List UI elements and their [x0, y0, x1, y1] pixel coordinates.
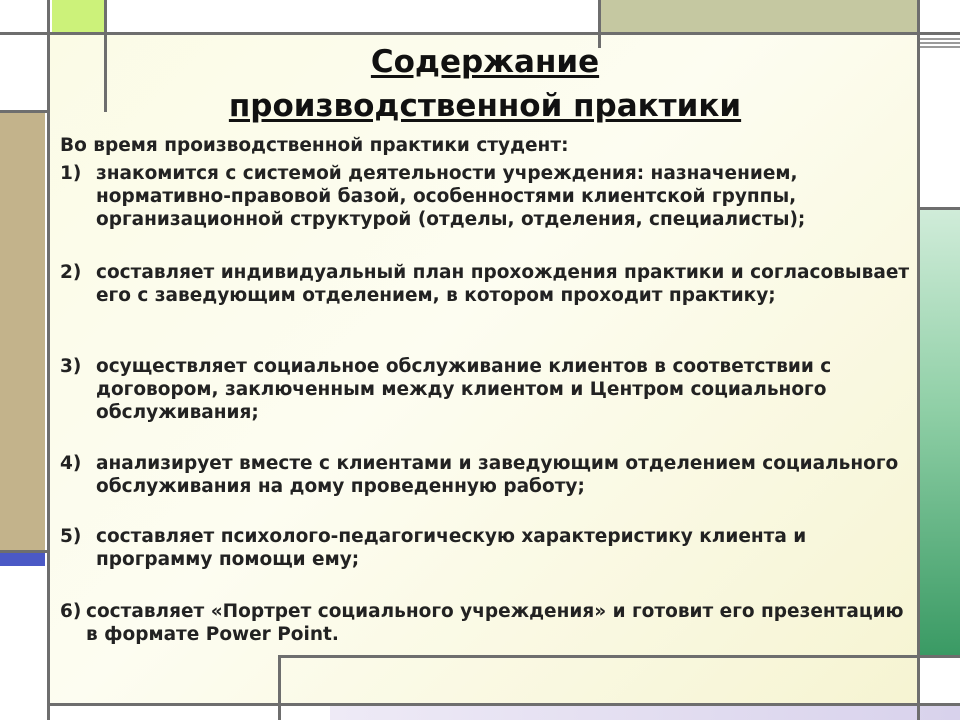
list-item — [60, 452, 912, 498]
right-side-stripes — [920, 38, 960, 50]
slide-title-line-1: Содержание — [370, 44, 600, 80]
list-item-text: составляет психолого-педагогическую характеристику клиента и программу помощи ему; — [96, 526, 807, 570]
list-item-text: анализирует вместе с клиентами и заведующим отделением социального обслуживания на дому проведенную работу; — [96, 453, 899, 497]
frame-line — [278, 655, 281, 720]
frame-line — [0, 550, 50, 553]
list-item-number: 1) — [60, 163, 82, 184]
list-item-text: составляет «Портрет социального учреждения» и готовит его презентацию в формате Power Point. — [86, 601, 904, 645]
list-item — [60, 162, 912, 231]
list-item-text: составляет индивидуальный план прохождения практики и согласовывает его с заведующим отделением, в котором проходит практику; — [96, 262, 910, 306]
list-item — [60, 355, 912, 424]
list-item-text: знакомится с системой деятельности учреждения: назначением, нормативно-правовой базой, особенностями клиентской группы, организационной структурой (отделы, отделения, специалисты); — [96, 163, 806, 230]
frame-line — [918, 207, 960, 210]
list-item — [60, 261, 912, 307]
list-item-number: 2) — [60, 262, 82, 283]
lavender-accent-block-bottom — [330, 706, 960, 720]
slide-title-line-2: производственной практики — [228, 88, 742, 124]
slide-title — [50, 40, 920, 128]
frame-line — [0, 32, 960, 35]
list-item — [60, 525, 912, 571]
frame-line — [0, 110, 50, 113]
list-item-text: осуществляет социальное обслуживание клиентов в соответствии с договором, заключенным между клиентом и Центром социального обслуживания; — [96, 356, 832, 423]
intro-text: Во время производственной практики студент: — [60, 135, 569, 156]
tan-accent-block-left — [0, 112, 45, 552]
blue-accent-block-left — [0, 552, 45, 566]
list-item — [60, 600, 912, 646]
list-item-number: 3) — [60, 356, 82, 377]
frame-line — [280, 655, 960, 658]
green-gradient-block-right — [920, 210, 960, 655]
list-item-number: 6) — [60, 601, 82, 622]
list-item-number: 5) — [60, 526, 82, 547]
frame-line — [50, 703, 960, 706]
list-item-number: 4) — [60, 453, 82, 474]
